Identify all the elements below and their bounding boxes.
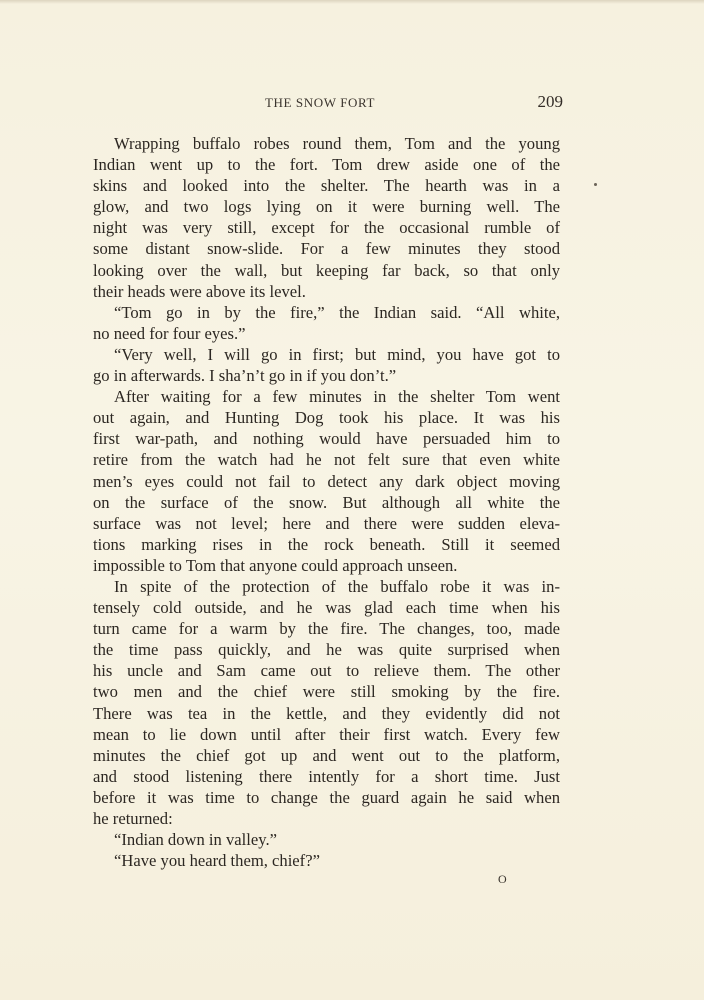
text-line: he returned: [93,809,173,828]
text-line: men’s eyes could not fail to detect any dark object moving [93,471,560,491]
text-line: his uncle and Sam came out to relieve them. The other [93,661,560,681]
text-line: out again, and Hunting Dog took his place. It was his [93,408,560,428]
text-line: glow, and two logs lying on it were burning well. The [93,197,560,217]
page-number: 209 [537,92,563,111]
text-line: looking over the wall, but keeping far back, so that only [93,260,560,280]
text-line: “Indian down in valley.” [114,830,277,850]
text-line: Indian went up to the fort. Tom drew aside one of the [93,155,560,175]
text-line: first war-path, and nothing would have persuaded him to [93,429,560,449]
text-line: their heads were above its level. [93,281,306,301]
running-title: THE SNOW FORT [265,95,376,110]
text-line: and stood listening there intently for a short time. Just [93,766,560,786]
text-line: surface was not level; here and there were sudden eleva- [93,513,560,533]
text-line: on the surface of the snow. But although all white the [93,492,560,512]
text-line: tensely cold outside, and he was glad each time when his [93,598,560,618]
text-line: before it was time to change the guard again he said when [93,787,560,807]
text-line: “Have you heard them, chief?” [114,851,320,871]
text-line: In spite of the protection of the buffalo robe it was in- [114,576,560,596]
text-line: tions marking rises in the rock beneath. Still it seemed [93,534,560,554]
body-text [93,133,560,871]
text-line: “Very well, I will go in first; but mind, you have got to [114,344,560,364]
page-header [93,92,563,112]
text-line: no need for four eyes.” [93,323,246,343]
text-line: “Tom go in by the fire,” the Indian said. “All white, [114,302,560,322]
text-line: Wrapping buffalo robes round them, Tom and the young [114,134,560,153]
text-line: minutes the chief got up and went out to the platform, [93,745,560,765]
text-line: There was tea in the kettle, and they evidently did not [93,703,560,723]
text-line: mean to lie down until after their first watch. Every few [93,724,560,744]
text-line: impossible to Tom that anyone could approach unseen. [93,555,458,575]
text-line: retire from the watch had he not felt sure that even white [93,450,560,470]
text-line: night was very still, except for the occasional rumble of [93,218,560,238]
text-line: two men and the chief were still smoking by the fire. [93,682,560,702]
text-line: turn came for a warm by the fire. The changes, too, made [93,619,560,639]
text-line: go in afterwards. I sha’n’t go in if you don’t.” [93,366,397,386]
signature-mark: O [498,872,507,886]
page-top-edge [0,0,704,4]
text-line: some distant snow-slide. For a few minutes they stood [93,239,560,259]
text-line: After waiting for a few minutes in the shelter Tom went [114,387,560,407]
text-line: the time pass quickly, and he was quite surprised when [93,640,560,660]
paper-speck [594,183,597,186]
text-line: skins and looked into the shelter. The hearth was in a [93,176,560,196]
